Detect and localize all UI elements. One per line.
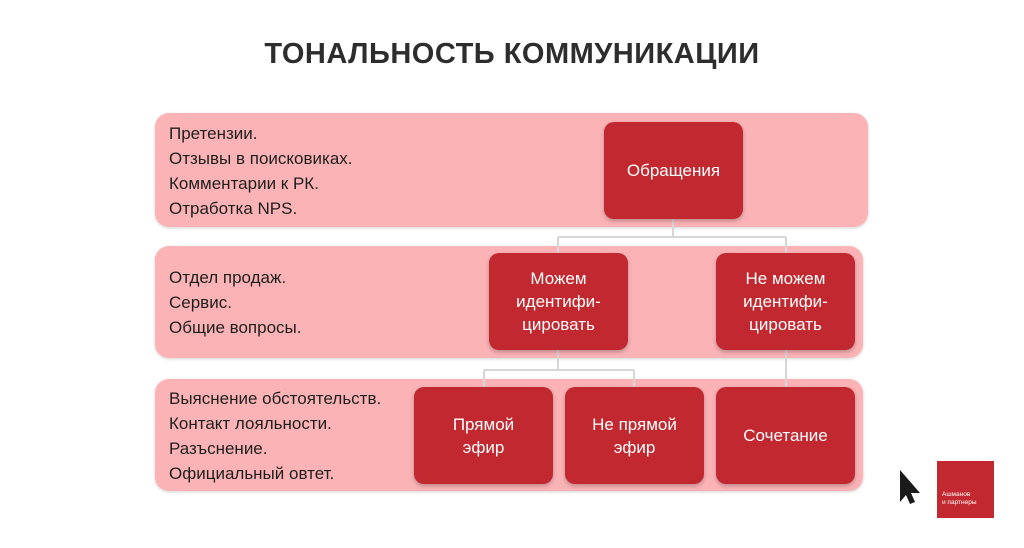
row-3-line: Разъснение. <box>169 439 268 458</box>
logo-line-2: и партнеры <box>942 499 977 506</box>
logo-line-1: Ашманов <box>942 491 971 498</box>
row-1-text <box>169 121 353 221</box>
row-3-text <box>169 386 381 486</box>
row-3-line: Выяснение обстоятельств. <box>169 389 382 408</box>
node-direct: Прямой эфир <box>414 387 553 484</box>
row-3-line: Официальный овтет. <box>169 464 335 483</box>
row-1-line: Претензии. <box>169 124 258 143</box>
cursor-logo-icon <box>896 468 922 506</box>
node-not-identifiable: Не можем идентифи- цировать <box>716 253 855 350</box>
company-logo <box>937 461 994 518</box>
node-indirect: Не прямой эфир <box>565 387 704 484</box>
row-2-line: Сервис. <box>169 293 232 312</box>
row-1-line: Отзывы в поисковиках. <box>169 149 353 168</box>
page-title: ТОНАЛЬНОСТЬ КОММУНИКАЦИИ <box>264 38 760 70</box>
row-2-text <box>169 265 301 340</box>
node-requests: Обращения <box>604 122 743 219</box>
row-3-line: Контакт лояльности. <box>169 414 332 433</box>
node-combination: Сочетание <box>716 387 855 484</box>
row-2-line: Общие вопросы. <box>169 318 302 337</box>
row-1-line: Комментарии к РК. <box>169 174 319 193</box>
node-identifiable: Можем идентифи- цировать <box>489 253 628 350</box>
row-2-line: Отдел продаж. <box>169 268 287 287</box>
row-1-line: Отработка NPS. <box>169 199 298 218</box>
